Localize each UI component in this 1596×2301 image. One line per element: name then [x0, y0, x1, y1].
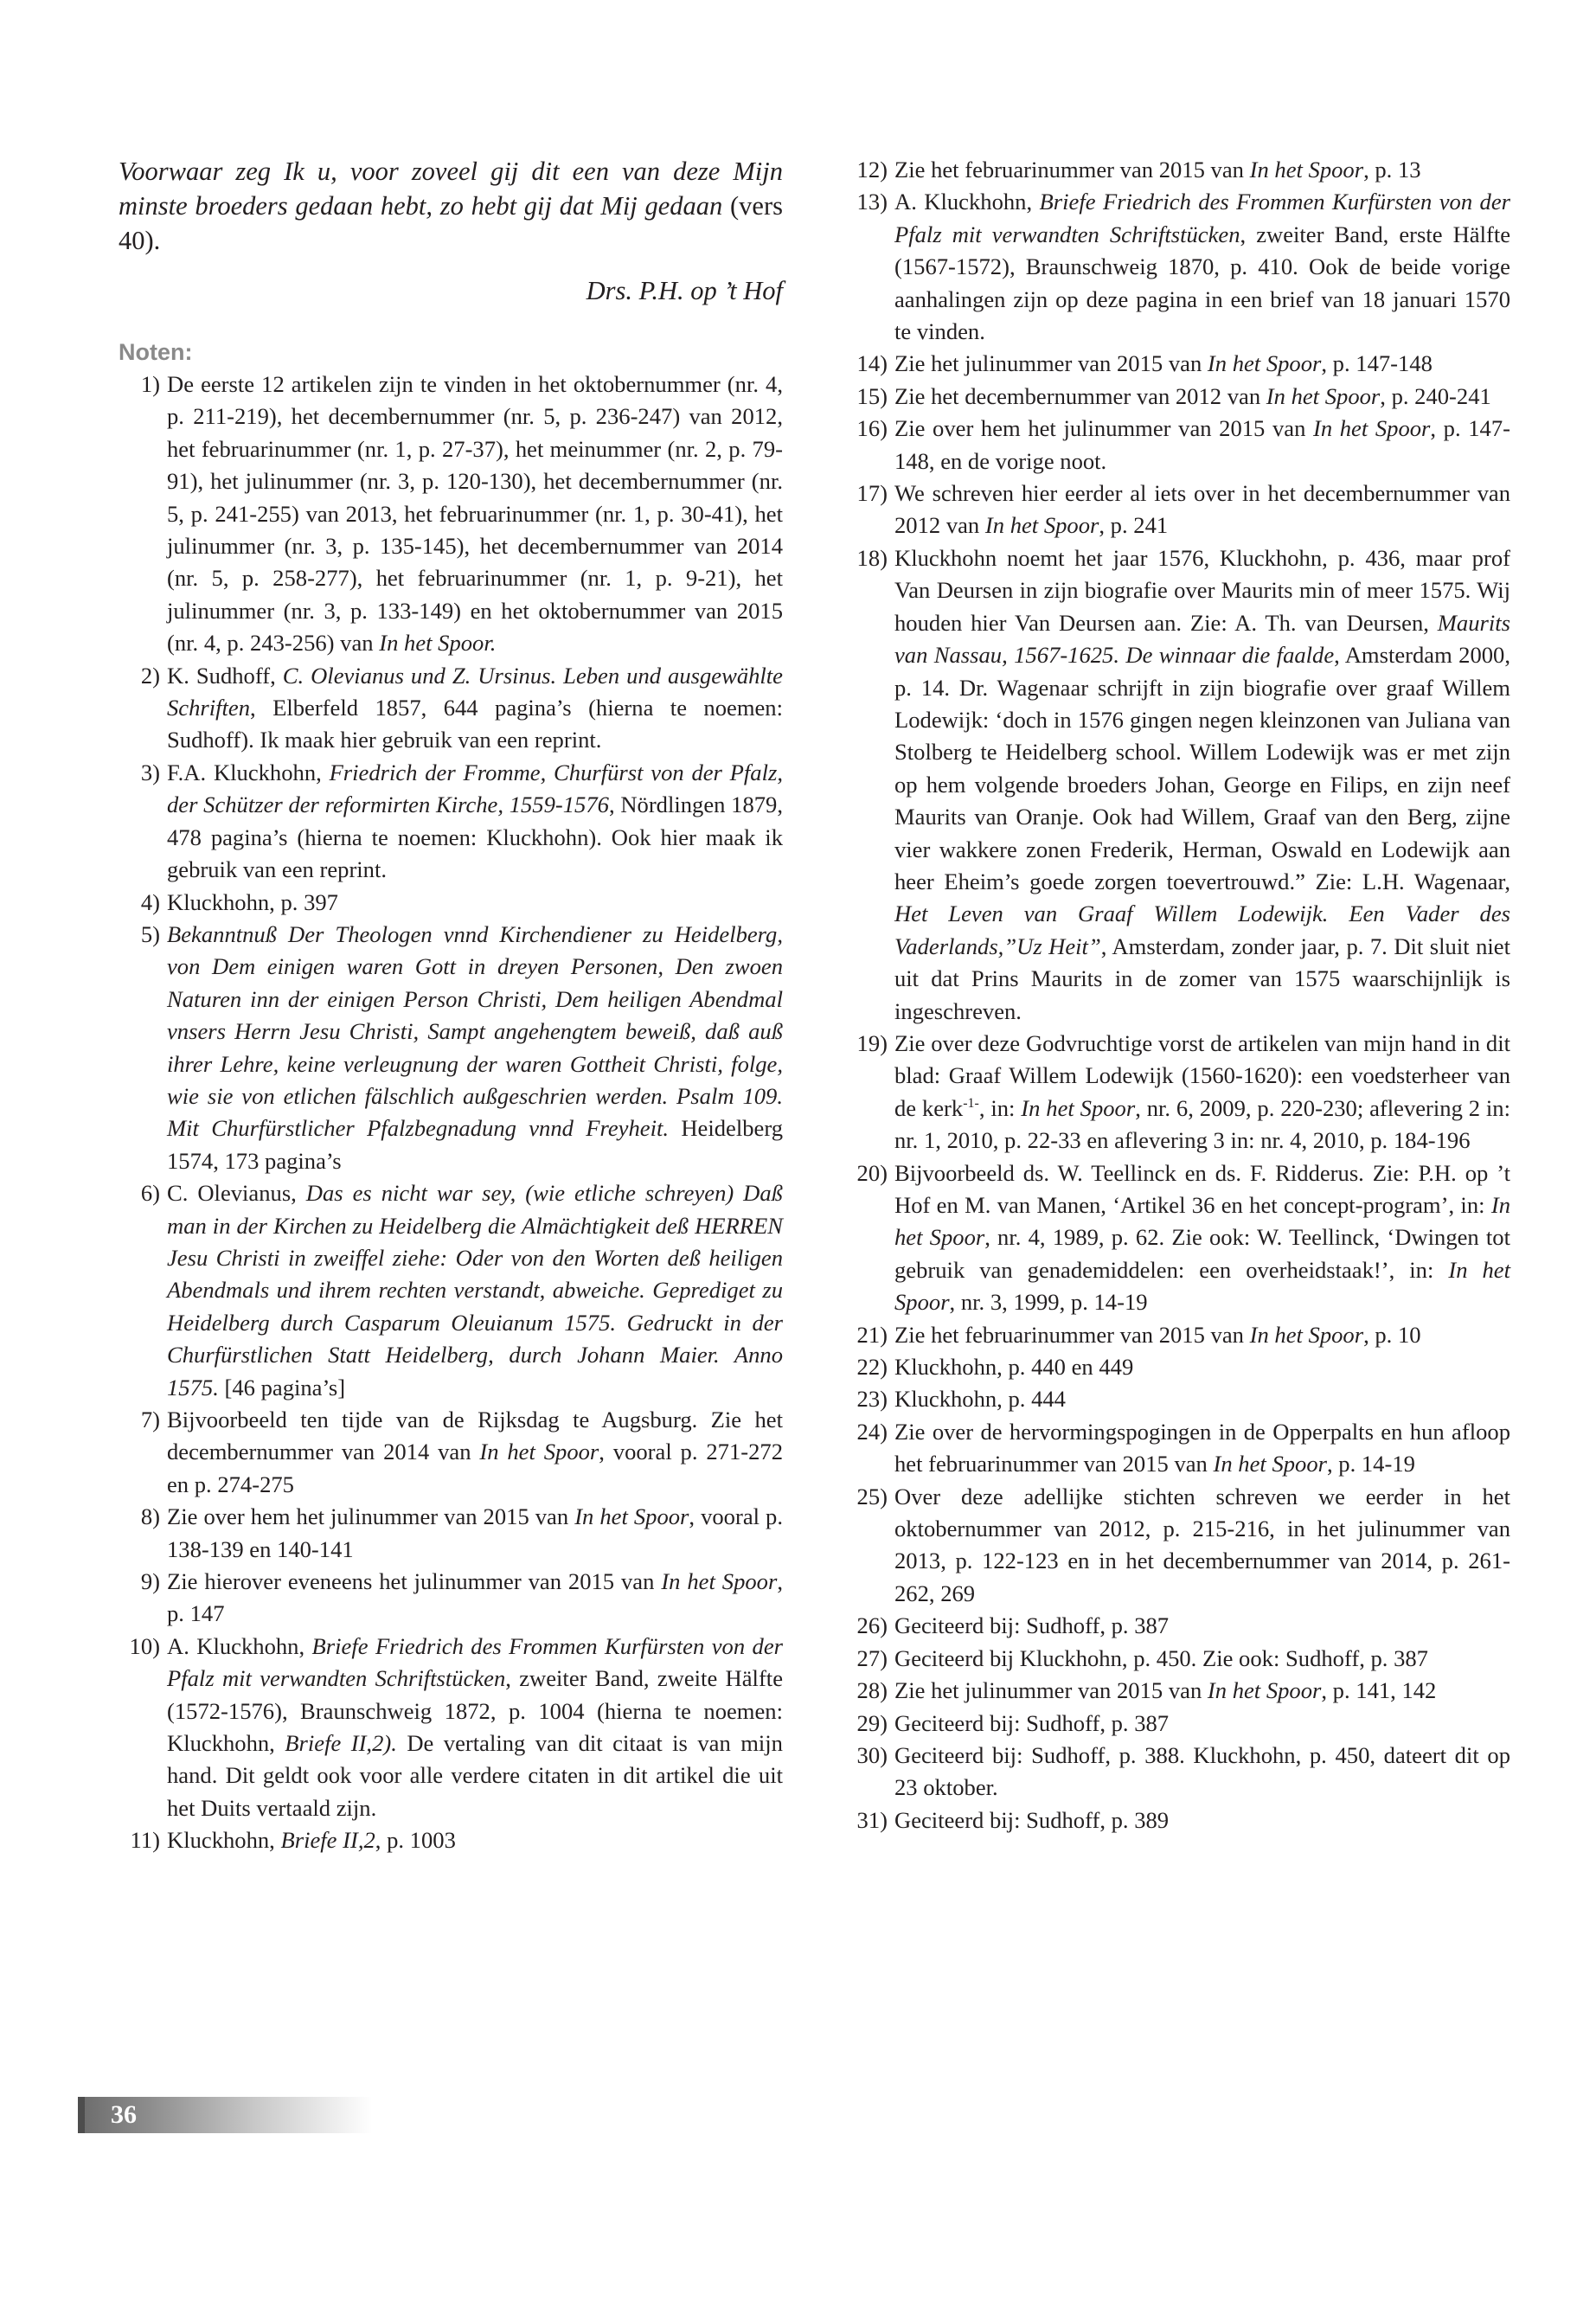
footnote: 12) Zie het februarinummer van 2015 van In het Spoor, p. 13: [856, 157, 1421, 183]
right-column: [846, 154, 1510, 1836]
footnote: 11) Kluckhohn, Briefe II,2, p. 1003: [130, 1827, 456, 1854]
footnotes-list-left: [119, 369, 783, 1857]
footnote: 6) C. Olevianus, Das es nicht war sey, (wie etliche schreyen) Daß man in der Kirchen zu Heidelberg die Almächtigkeit deß HERREN Jesu Christi in zweiffel ziehe: Oder von den Worten deß heiligen Abendmals und ihrem rechten verstandt, abweiche. Geprediget zu Heidelberg durch Casparum Oleuianum 1575. Gedruckt in der Churfürstlichen Statt Heidelberg, durch Johann Maier. Anno 1575. [46 pagina’s]: [140, 1180, 783, 1400]
footnote: 1) De eerste 12 artikelen zijn te vinden in het oktobernummer (nr. 4, p. 211-219), het decembernummer (nr. 5, p. 236-247) van 2012, het februarinummer (nr. 1, p. 27-37), het meinummer (nr. 2, p. 79-91), het julinummer (nr. 3, p. 120-130), het decembernummer (nr. 5, p. 241-255) van 2013, het februarinummer (nr. 1, p. 30-41), het julinummer (nr. 3, p. 135-145), het decembernummer van 2014 (nr. 5, p. 258-277), het februarinummer (nr. 1, p. 9-21), het julinummer (nr. 3, p. 133-149) en het oktobernummer van 2015 (nr. 4, p. 243-256) van In het Spoor.: [140, 371, 783, 657]
footnote: 31) Geciteerd bij: Sudhoff, p. 389: [856, 1806, 1170, 1833]
footnote: 19) Zie over deze Godvruchtige vorst de artikelen van mijn hand in dit blad: Graaf Willem Lodewijk (1560-1620): een voedsterheer van de kerk$^{-1-}$, in: In het Spoor, nr. 6, 2009, p. 220-230; aflevering 2 in: nr. 1, 2010, p. 22-33 en aflevering 3 in: nr. 4, 2010, p. 184-196: [856, 1029, 1510, 1154]
footnote: 30) Geciteerd bij: Sudhoff, p. 388. Kluckhohn, p. 450, dateert dit op 23 oktober.: [856, 1741, 1510, 1801]
footnote: 29) Geciteerd bij: Sudhoff, p. 387: [856, 1709, 1170, 1736]
footnote: 13) A. Kluckhohn, Briefe Friedrich des Frommen Kurfürsten von der Pfalz mit verwandten Schriftstücken, zweiter Band, erste Hälfte (1567-1572), Braunschweig 1870, p. 410. Ook de beide vorige aanhalingen zijn op deze pagina in een brief van 18 januari 1570 te vinden.: [856, 189, 1511, 345]
footnote: 16) Zie over hem het julinummer van 2015 van In het Spoor, p. 147-148, en de vorige noot.: [856, 415, 1510, 474]
notes-heading: Noten:: [119, 339, 193, 365]
footnotes-list-right: [846, 154, 1510, 1836]
footnote: 18) Kluckhohn noemt het jaar 1576, Kluckhohn, p. 436, maar prof Van Deursen in zijn biografie over Maurits min of meer 1575. Wij houden hier Van Deursen aan. Zie: A. Th. van Deursen, Maurits van Nassau, 1567-1625. De winnaar die faalde, Amsterdam 2000, p. 14. Dr. Wagenaar schrijft in zijn biografie over graaf Willem Lodewijk: ‘doch in 1576 gingen negen kleinzonen van Juliana van Stolberg te Heidelberg school. Willem Lodewijk was er met zijn op hem volgende broeders Johan, George en Filips, en zijn neef Maurits van Oranje. Ook had Willem, Graaf van den Berg, zijne vier wakkere zonen Frederik, Herman, Oswald en Lodewijk aan heer Eheim’s goede zorgen toevertrouwd.” Zie: L.H. Wagenaar, Het Leven van Graaf Willem Lodewijk. Een Vader des Vaderlands,”Uz Heit”, Amsterdam, zonder jaar, p. 7. Dit sluit niet uit dat Prins Maurits in de zomer van 1575 waarschijnlijk is ingeschreven.: [856, 544, 1511, 1024]
folio-bar: [78, 2097, 85, 2133]
footnote: 9) Zie hierover eveneens het julinummer van 2015 van In het Spoor, p. 147: [140, 1568, 783, 1627]
footnote: 28) Zie het julinummer van 2015 van In het Spoor, p. 141, 142: [856, 1677, 1437, 1704]
footnote: 10) A. Kluckhohn, Briefe Friedrich des Frommen Kurfürsten von der Pfalz mit verwandten Schriftstücken, zweiter Band, zweite Hälfte (1572-1576), Braunschweig 1872, p. 1004 (hierna te noemen: Kluckhohn, Briefe II,2). De vertaling van dit citaat is van mijn hand. Dit geldt ook voor alle verdere citaten in dit artikel die uit het Duits vertaald zijn.: [129, 1632, 783, 1821]
footnote: 17) We schreven hier eerder al iets over in het decembernummer van 2012 van In het Spoor, p. 241: [856, 480, 1510, 539]
footnote: 22) Kluckhohn, p. 440 en 449: [856, 1354, 1134, 1381]
footnote: 7) Bijvoorbeeld ten tijde van de Rijksdag te Augsburg. Zie het decembernummer van 2014 van In het Spoor, vooral p. 271-272 en p. 274-275: [140, 1407, 783, 1497]
footnote: 2) K. Sudhoff, C. Olevianus und Z. Ursinus. Leben und ausgewählte Schriften, Elberfeld 1857, 644 pagina’s (hierna te noemen: Sudhoff). Ik maak hier gebruik van een reprint.: [140, 662, 783, 753]
bible-quote: Voorwaar zeg Ik u, voor zoveel gij dit een van deze Mijn minste broeders gedaan hebt, zo hebt gij dat Mij gedaan (vers 40).: [119, 157, 783, 255]
footnote: 24) Zie over de hervormingspogingen in de Opperpalts en hun afloop het februarinummer van 2015 van In het Spoor, p. 14-19: [856, 1418, 1510, 1477]
footnote: 15) Zie het decembernummer van 2012 van In het Spoor, p. 240-241: [856, 382, 1491, 409]
footnote: 3) F.A. Kluckhohn, Friedrich der Fromme, Churfürst von der Pfalz, der Schützer der reformirten Kirche, 1559-1576, Nördlingen 1879, 478 pagina’s (hierna te noemen: Kluckhohn). Ook hier maak ik gebruik van een reprint.: [140, 759, 783, 883]
author-signature: Drs. P.H. op ’t Hof: [586, 276, 783, 305]
footnote: 23) Kluckhohn, p. 444: [856, 1386, 1066, 1413]
footnote: 21) Zie het februarinummer van 2015 van In het Spoor, p. 10: [856, 1321, 1421, 1348]
footnote: 14) Zie het julinummer van 2015 van In het Spoor, p. 147-148: [856, 350, 1433, 377]
left-column: [119, 154, 783, 1857]
footnote: 25) Over deze adellijke stichten schreven we eerder in het oktobernummer van 2012, p. 215-216, in het julinummer van 2013, p. 122-123 en in het decembernummer van 2014, p. 261-262, 269: [856, 1483, 1510, 1606]
footnote: 20) Bijvoorbeeld ds. W. Teellinck en ds. F. Ridderus. Zie: P.H. op ’t Hof en M. van Manen, ‘Artikel 36 en het concept-program’, in: In het Spoor, nr. 4, 1989, p. 62. Zie ook: W. Teellinck, ‘Dwingen tot gebruik van genademiddelen: een overheidstaak!’, in: In het Spoor, nr. 3, 1999, p. 14-19: [856, 1159, 1510, 1316]
footnote: 5) Bekanntnuß Der Theologen vnnd Kirchendiener zu Heidelberg, von Dem einigen waren Gott in dreyen Personen, Den zwoen Naturen inn der einigen Person Christi, Dem heiligen Abendmal vnsers Herrn Jesu Christi, Sampt angehengtem beweiß, daß auß ihrer Lehre, keine verleugnung der waren Gottheit Christi, folge, wie sie von etlichen fälschlich außgeschrien werden. Psalm 109. Mit Churfürstlicher Pfalzbegnadung vnnd Freyheit. Heidelberg 1574, 173 pagina’s: [140, 920, 784, 1174]
footnote: 8) Zie over hem het julinummer van 2015 van In het Spoor, vooral p. 138-139 en 140-141: [140, 1503, 783, 1562]
page-number-tab: [78, 2097, 372, 2133]
footnote: 26) Geciteerd bij: Sudhoff, p. 387: [856, 1612, 1170, 1639]
page-number: 36: [111, 2100, 137, 2129]
footnote: 27) Geciteerd bij Kluckhohn, p. 450. Zie ook: Sudhoff, p. 387: [856, 1644, 1428, 1671]
footnote: 4) Kluckhohn, p. 397: [140, 888, 338, 915]
